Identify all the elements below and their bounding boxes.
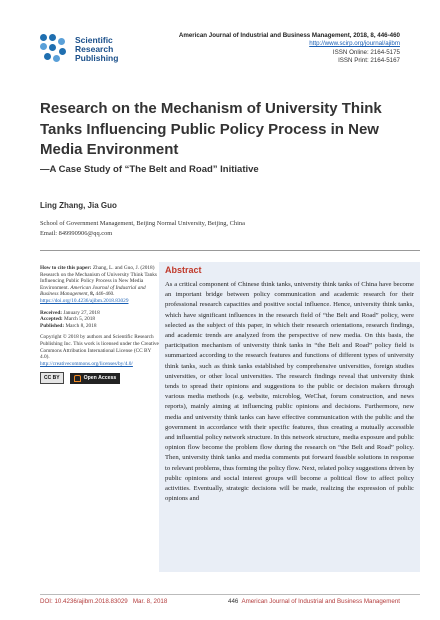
license-badges [40,372,160,384]
journal-header [179,32,400,66]
issn-print: ISSN Print: 2164-5167 [338,57,400,65]
cc-by-badge-icon[interactable]: CC BY [40,372,64,384]
doi-link[interactable]: https://doi.org/10.4236/ajibm.2018.83029 [40,297,129,304]
citation: How to cite this paper: Zhang, L. and Guo, J. (2018) Research on the Mechanism of University Think Tanks Influencing Public Policy Process in New Media Environment. American Journal of Industrial and Business Management, 8, 446-460. https://doi.org/10.4236/ajibm.2018.83029 [40,265,157,304]
header-divider [40,250,420,251]
issn-online: ISSN Online: 2164-5175 [332,48,400,56]
paper-title: Research on the Mechanism of University Think Tanks Influencing Public Policy Process in New Media Environment [40,100,382,158]
author-email: Email: 849990906@qq.com [40,230,113,237]
journal-title: American Journal of Industrial and Business Management, 2018, 8, 446-460 [178,32,400,39]
license-link[interactable]: http://creativecommons.org/licenses/by/4.0/ [40,360,133,367]
srp-logo-icon [40,34,70,64]
abstract-text: As a critical component of Chinese think tanks, university think tanks of China have become an important bridge between policy communication and academic research for their professional research capacities and positive social influence. Hence, university think tanks, which have significant influences in the research field of “the Belt and Road” policy, were selected as the subject of this paper, in which their research orientations, research findings, and academic trends are analyzed from the perspective of new media. On this basis, the participation mechanism of university think tanks in “the Belt and Road” policy field is summarized according to the research features and functions of different types of university think tanks, such as think tanks established by comprehensive universities, foreign studies universities, or other local universities. The research findings reveal that university think tends to spread their opinions and suggestions to the public or decision makers through various media methods (e.g. website, microblog, WeChat, forum construction, and news reports), mainly aiming at influencing public opinions and decisions. Furthermore, new media and university think tanks can have effective communication with the public and the government in accordance with their specific features, thus creating a mutually accessible and influential policy network structure. In this network structure, media exposure and public opinion flow become the problem flow during the research on “the Belt and Road” policy. Then, university think tanks and media comments put forward feasible solutions in response to relevant problems, thus forming the policy flow. Next, related policy suggestions driven by public opinions and social interest groups will become a political flow to affect policy activities. Eventually, strategic decisions will be made, realizing the expression of public opinions and [165,281,414,503]
lock-icon [74,375,81,382]
article-info-sidebar [40,265,160,384]
logo-text: Scientific Research Publishing [75,34,119,63]
footer-divider [40,594,420,595]
authors: Ling Zhang, Jia Guo [40,201,117,210]
abstract-heading: Abstract [165,265,202,275]
journal-url-link[interactable]: http://www.scirp.org/journal/ajibm [309,40,400,48]
footer-doi: DOI: 10.4236/ajibm.2018.83029 Mar. 8, 2018 [40,598,168,605]
paper-subtitle: —A Case Study of “The Belt and Road” Initiative [40,164,259,175]
publisher-logo [40,34,118,64]
affiliation: School of Government Management, Beijing Normal University, Beijing, China [40,220,245,227]
copyright: Copyright © 2018 by authors and Scientific Research Publishing Inc. This work is licensed under the Creative Commons Attribution International License (CC BY 4.0). http://creativecommons.org/licenses/by/4.0/ [40,334,159,367]
abstract-box [159,262,420,572]
open-access-badge[interactable]: Open Access [70,373,121,384]
dates: Received: January 27, 2018 Accepted: March 5, 2018 Published: March 8, 2018 [40,309,100,329]
page-number: 446 [228,598,239,605]
affiliation-block [40,219,245,239]
footer-journal: American Journal of Industrial and Business Management [241,598,400,605]
